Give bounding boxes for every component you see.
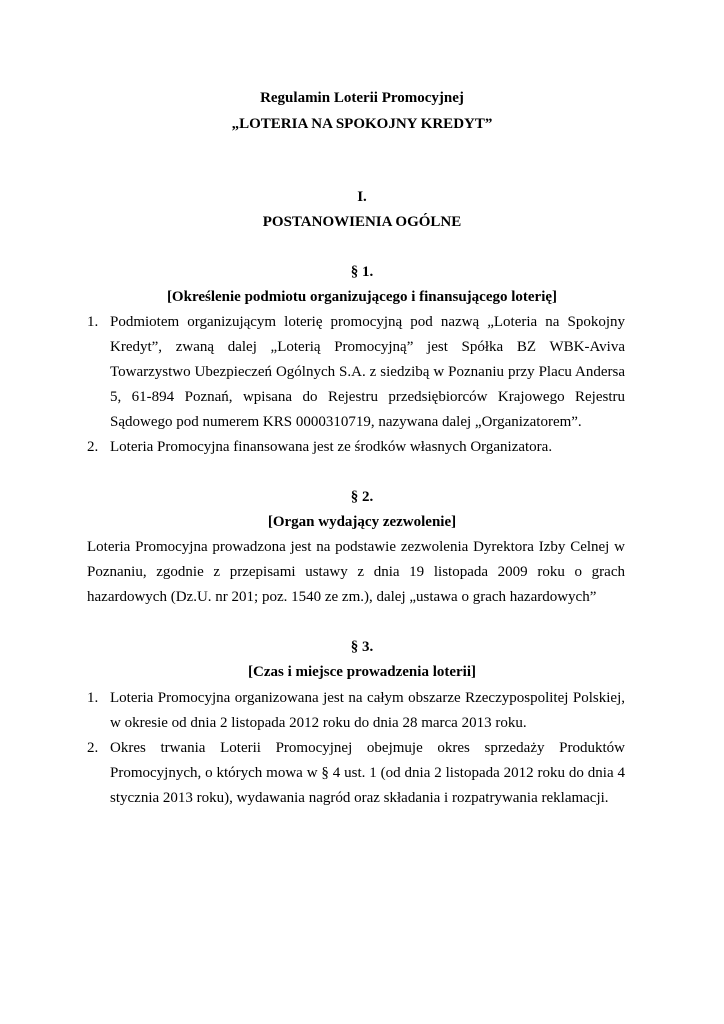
list-number: 1. bbox=[87, 314, 99, 330]
section-1-item-2 bbox=[87, 435, 625, 460]
chapter-title: POSTANOWIENIA OGÓLNE bbox=[262, 214, 462, 230]
list-number: 2. bbox=[87, 439, 99, 455]
section-1-number: § 1. bbox=[350, 264, 374, 280]
section-2-heading: [Organ wydający zezwolenie] bbox=[267, 514, 457, 530]
section-1-heading: [Określenie podmiotu organizującego i finansującego loterię] bbox=[166, 289, 558, 305]
list-number: 1. bbox=[87, 690, 99, 706]
list-number: 2. bbox=[87, 740, 99, 756]
section-3-item-2 bbox=[87, 736, 625, 811]
section-3-heading: [Czas i miejsce prowadzenia loterii] bbox=[248, 664, 476, 680]
chapter-number: I. bbox=[357, 189, 367, 205]
section-3-item-1 bbox=[87, 686, 625, 736]
section-2-number: § 2. bbox=[350, 489, 374, 505]
list-text: Okres trwania Loterii Promocyjnej obejmuje okres sprzedaży Produktów Promocyjnych, o których mowa w § 4 ust. 1 (od dnia 2 listopada 2012 roku do dnia 4 stycznia 2013 roku), wydawania nagród oraz składania i rozpatrywania reklamacji. bbox=[110, 740, 625, 806]
lottery-name: „LOTERIA NA SPOKOJNY KREDYT” bbox=[231, 116, 493, 132]
section-3-number: § 3. bbox=[350, 639, 374, 655]
list-text: Podmiotem organizującym loterię promocyjną pod nazwą „Loteria na Spokojny Kredyt”, zwaną dalej „Loterią Promocyjną” jest Spółka BZ WBK-Aviva Towarzystwo Ubezpieczeń Ogólnych S.A. z siedzibą w Poznaniu przy Placu Andersa 5, 61-894 Poznań, wpisana do Rejestru przedsiębiorców Krajowego Rejestru Sądowego pod numerem KRS 0000310719, nazywana dalej „Organizatorem”. bbox=[110, 314, 625, 430]
section-2-paragraph: Loteria Promocyjna prowadzona jest na podstawie zezwolenia Dyrektora Izby Celnej w Poznaniu, zgodnie z przepisami ustawy z dnia 19 listopada 2009 roku o grach hazardowych (Dz.U. nr 201; poz. 1540 ze zm.), dalej „ustawa o grach hazardowych” bbox=[87, 539, 625, 605]
list-text: Loteria Promocyjna organizowana jest na całym obszarze Rzeczypospolitej Polskiej, w okresie od dnia 2 listopada 2012 roku do dnia 28 marca 2013 roku. bbox=[110, 690, 625, 731]
document-title: Regulamin Loterii Promocyjnej bbox=[260, 90, 464, 106]
section-1-item-1 bbox=[87, 310, 625, 435]
list-text: Loteria Promocyjna finansowana jest ze środków własnych Organizatora. bbox=[110, 439, 553, 455]
